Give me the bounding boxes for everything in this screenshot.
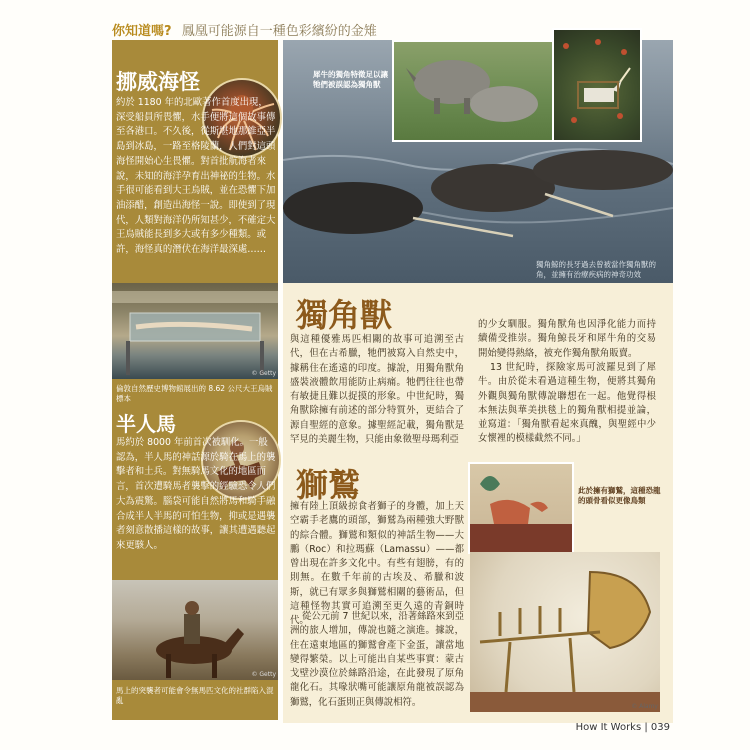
griffin-caption: 此於擁有獅鷲，這種恐龍的頭骨看似更像鳥類 [578, 486, 661, 505]
kraken-photo-credit: © Getty [251, 370, 276, 377]
kraken-body: 約於 1180 年的北歐著作首度出現，深受船員所畏懼，水手便將這個故事傳至各港口。不久後，從斯堪地那維亞半島到冰島，一路至格陵蘭，人們對這頭海怪開始心生畏懼。對首批航海者來說，未知的海洋孕育出神祕的生物。水手很可能看到大王烏賊，並在恐懼下加油添醋，創造出海怪一說。即使到了現代，人類對海洋仍所知甚少，不確定大王烏賊能長到多大或有多少種類。或許，海怪真的潛伏在海洋最深處…… [116, 97, 276, 256]
griffin-title: 獅鷲 [296, 466, 361, 504]
rhino-image [392, 40, 554, 142]
griffin-fresco-image [468, 462, 574, 554]
kraken-caption: 倫敦自然歷史博物館展出的 8.62 公尺大王烏賊標本 [116, 384, 273, 403]
unicorn-tapestry-image [552, 28, 642, 142]
kraken-title: 挪威海怪 [116, 69, 200, 94]
griffin-p2: 從公元前 7 世紀以來，沿著絲路來到亞洲的旅人增加，傳說也隨之演進。據說，住在遠東地區的獅鷲會產下金蛋，讓當地變得繁榮。以上可能出自某些事實：蒙古戈壁沙漠位於絲路沿途，在此發現了原角龍化石。其喙狀嘴可能讓原角龍被誤認為獅鷲，化石蛋則正與傳說相符。 [290, 611, 464, 708]
unicorn-title: 獨角獸 [296, 296, 393, 334]
centaur-photo-credit: © Getty [251, 671, 276, 678]
giant-squid-specimen-image [112, 283, 278, 379]
centaur-caption: 馬上的突襲者可能會令無馬匹文化的社群陷入混亂 [116, 686, 274, 705]
griffin-p1: 擁有陸上頂級掠食者獅子的身體，加上天空霸手老鷹的頭部，獅鷲為兩種強大野獸的綜合體。獅鷲和類似的神話生物——大鵬（Roc）和拉瑪蘇（Lamassu）——都曾出現在許多文化中。有些有翅膀，有的則無。在數千年前的古埃及、希臘和波斯，就已有眾多與獅鷲相關的藝術品，但這種怪物其實可追溯至更久遠的青銅時代。 [290, 501, 464, 627]
unicorn-col2a: 的少女馴服。獨角獸角也因淨化能力而持續備受推崇。獨角鯨長牙和犀牛角的交易開始變得熱絡，被充作獨角獸角販賣。 [478, 319, 656, 359]
unicorn-col2b: 13 世紀時，探險家馬可波羅見到了犀牛。由於從未看過這種生物，便將其獨角外觀與獨角獸傳說聯想在一起。他覺得根本無法與華美拱毯上的獨角獸相提並論，並寫道：「獨角獸看起來真醜，與聖經中少女懷裡的模樣截然不同。」 [478, 362, 656, 445]
narwhal-caption: 獨角鯨的長牙過去曾被當作獨角獸的角，並擁有治療疾病的神奇功效 [536, 260, 656, 279]
page-footer: How It Works | 039 [575, 722, 670, 733]
centaur-title: 半人馬 [116, 412, 176, 436]
protoceratops-skeleton-image [470, 552, 660, 712]
header-subtitle: 鳳凰可能源自一種色彩繽紛的金雉 [181, 24, 377, 39]
horseback-rider-image [112, 580, 278, 680]
unicorn-col1: 與這種優雅馬匹相關的故事可追溯至古代，但在古希臘，牠們被寫入自然史中，據稱住在遙遠的印度。據說，用獨角獸角盛裝液體飲用能防止病痛。牠們往往也帶有敏捷且難以捉摸的形象。中世紀時，獨角獸除擁有前述的部分特質外，更結合了源自聖經的意象。據聖經記載，獨角獸是罕見的美麗生物，只能由象徵聖母瑪利亞 [290, 334, 464, 446]
rhino-caption: 犀牛的獨角特徵足以讓牠們被誤認為獨角獸 [313, 70, 388, 89]
griffin-photo-credit: © Alamy [631, 703, 658, 710]
centaur-body: 馬約於 8000 年前首次被馴化。一般認為，半人馬的神話源於騎在馬上的襲擊者和土兵。對無騎馬文化的地區而言，首次遭騎馬者襲擊的經驗恐令人們大為震驚。腦袋可能自然將馬和騎手融合成半人半馬的可怕生物，抑或是遇襲者刻意散播這樣的故事，讓其遭遇聽起來更駭人。 [116, 437, 276, 551]
header-tag: 你知道嗎? [112, 24, 172, 39]
